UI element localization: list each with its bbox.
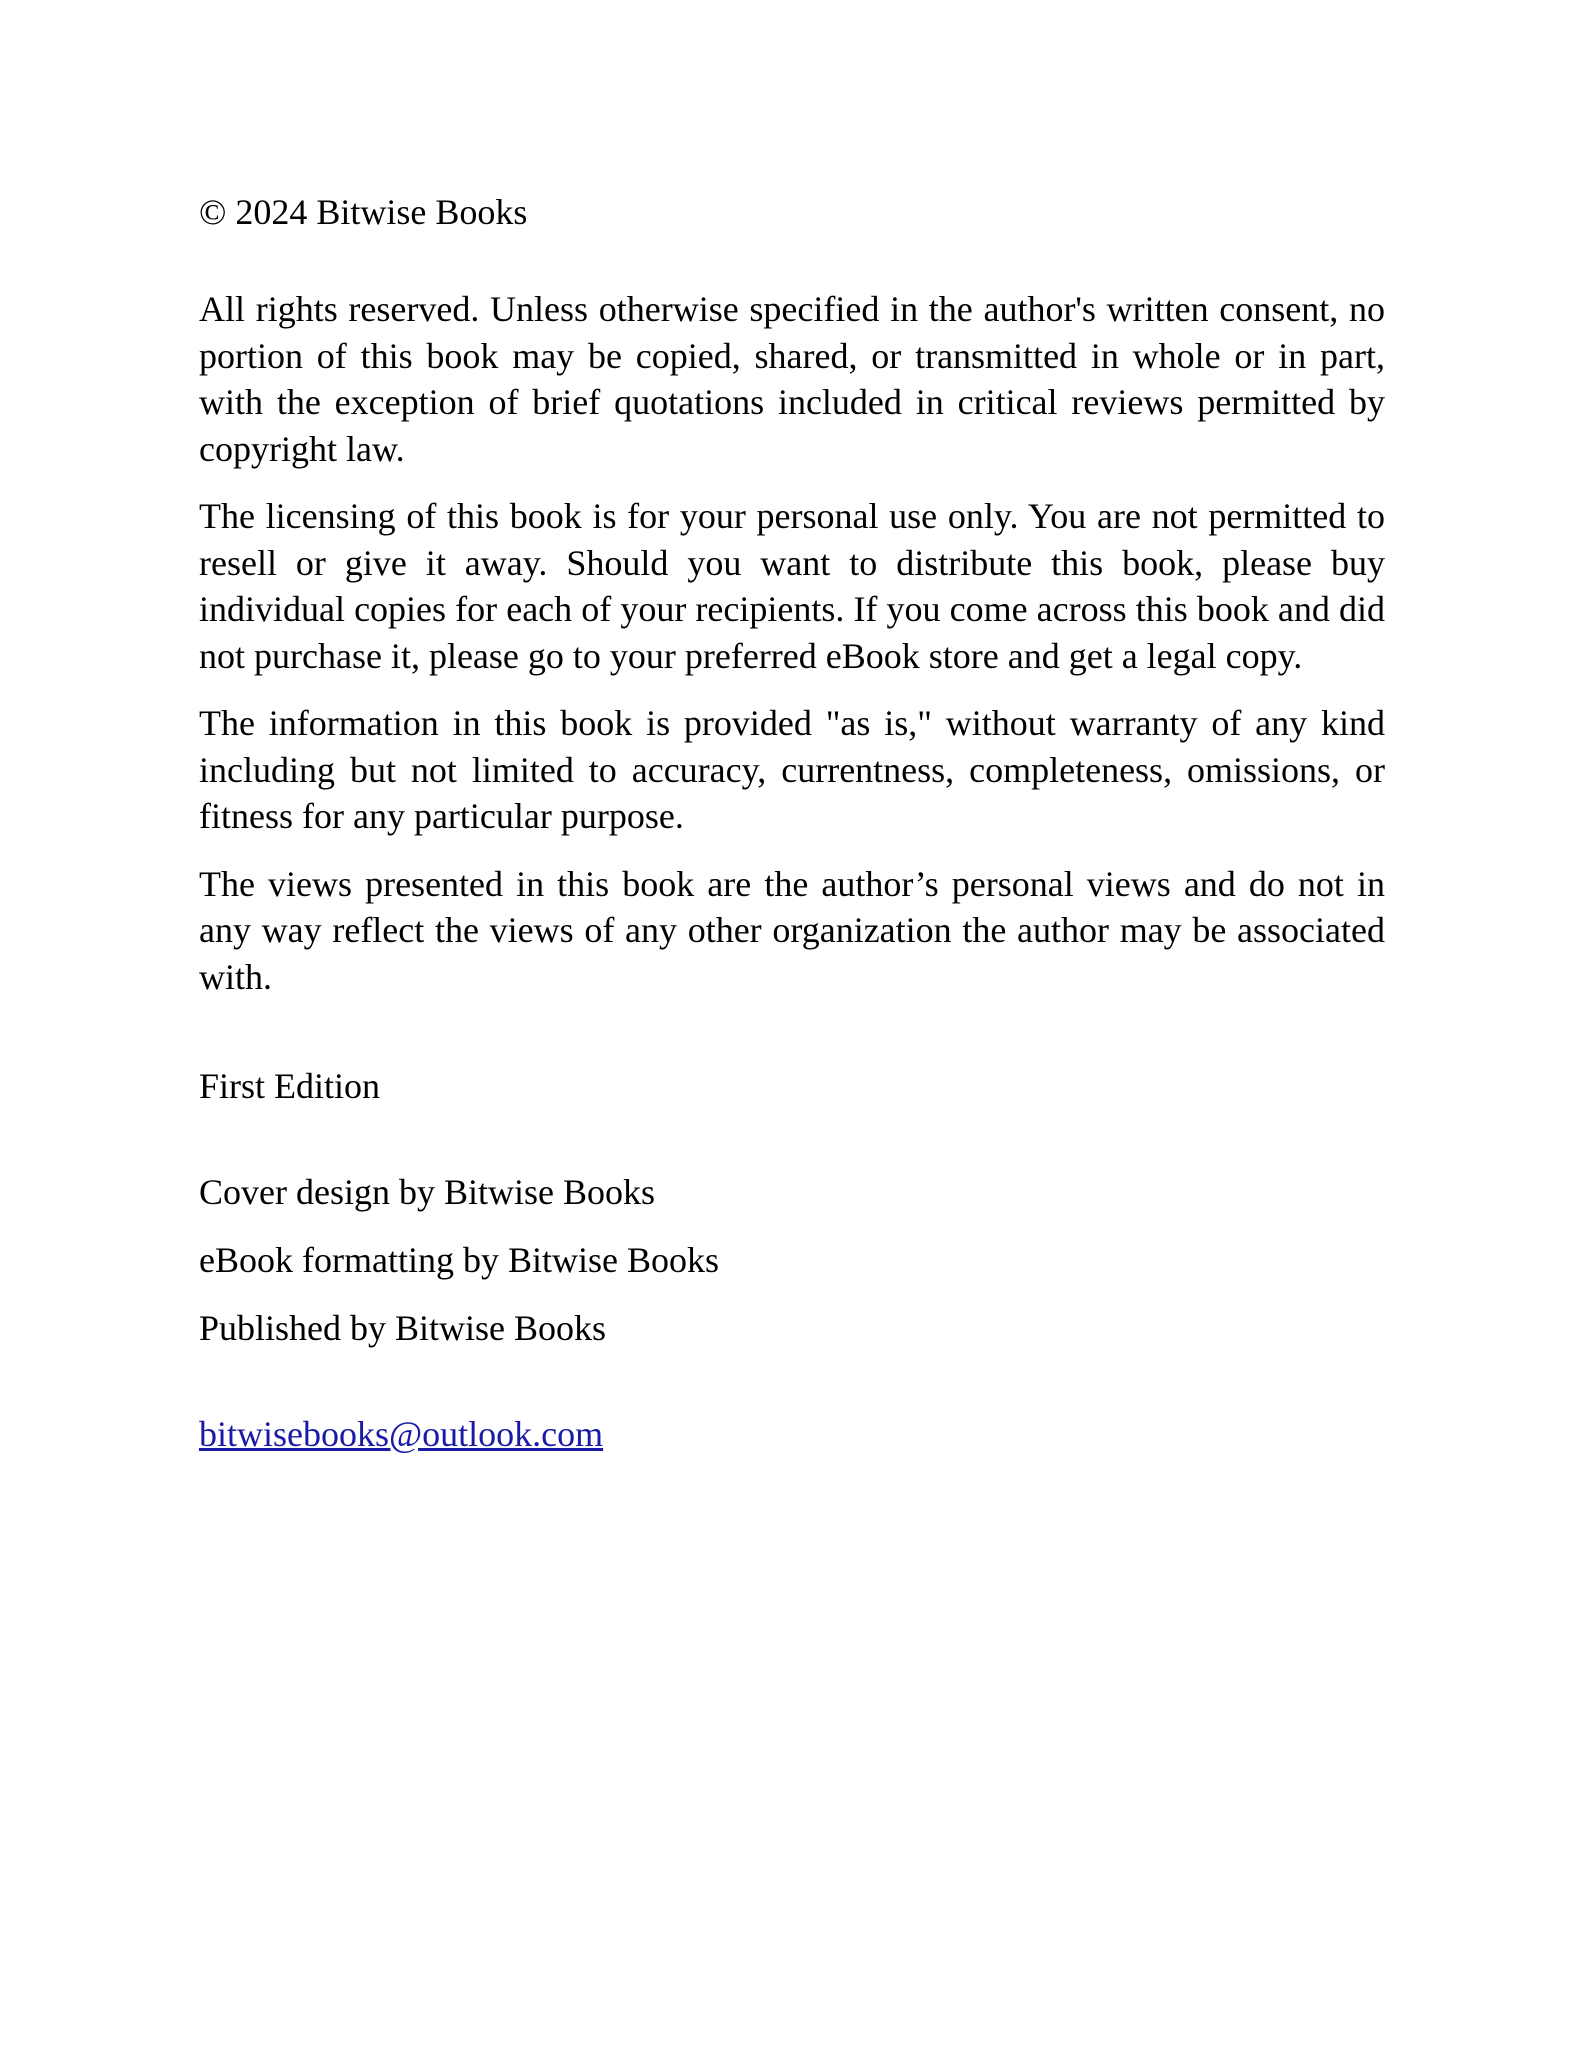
ebook-formatting-credit: eBook formatting by Bitwise Books — [199, 1240, 719, 1280]
rights-reserved-paragraph: All rights reserved. Unless otherwise specified in the author's written consent, no portion of this book may be copied, shared, or transmitted in whole or in part, with the exception of brief quotations included in critical reviews permitted by copyright law. — [199, 289, 1385, 469]
credits-block — [199, 1158, 1385, 1362]
licensing-paragraph: The licensing of this book is for your personal use only. You are not permitted to resell or give it away. Should you want to distribute this book, please buy individual copies for each of your recipients. If you come across this book and did not purchase it, please go to your preferred eBook store and get a legal copy. — [199, 496, 1385, 676]
legal-notice — [199, 286, 1385, 1000]
contact-block — [199, 1404, 1385, 1464]
page-content — [199, 182, 1385, 1464]
edition-line: First Edition — [199, 1066, 381, 1106]
copyright-line: © 2024 Bitwise Books — [199, 192, 528, 232]
publisher-credit: Published by Bitwise Books — [199, 1308, 607, 1348]
contact-email-link[interactable]: bitwisebooks@outlook.com — [199, 1414, 604, 1454]
cover-design-credit: Cover design by Bitwise Books — [199, 1172, 655, 1212]
views-disclaimer-paragraph: The views presented in this book are the author’s personal views and do not in any way reflect the views of any other organization the author may be associated with. — [199, 863, 1385, 997]
warranty-disclaimer-paragraph: The information in this book is provided "as is," without warranty of any kind including but not limited to accuracy, currentness, completeness, omissions, or fitness for any particular purpose. — [199, 703, 1385, 836]
